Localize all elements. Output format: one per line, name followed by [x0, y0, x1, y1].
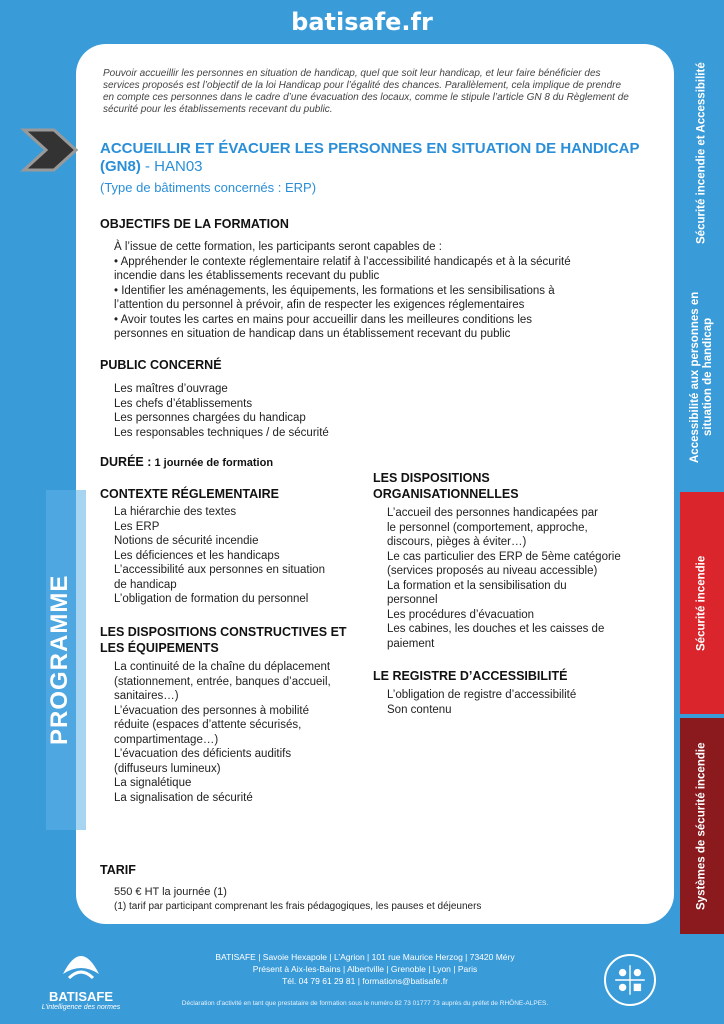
organisationnelles-item: Le cas particulier des ERP de 5ème catégorie — [387, 550, 621, 563]
tab-securite-accessibilite[interactable] — [680, 44, 724, 262]
contexte-item: Notions de sécurité incendie — [114, 535, 259, 547]
course-title — [100, 140, 640, 176]
objectifs-line: • Appréhender le contexte réglementaire relatif à l’accessibilité handicapés et à la sécurité — [114, 255, 571, 268]
footer-locations: Présent à Aix-les-Bains | Albertville | Grenoble | Lyon | Paris — [252, 964, 478, 974]
organisationnelles-item: L’accueil des personnes handicapées par — [387, 507, 598, 519]
contexte-item: de handicap — [114, 578, 177, 591]
organisationnelles-heading-line1: LES DISPOSITIONS — [373, 471, 490, 485]
organisationnelles-item: La formation et la sensibilisation du — [387, 579, 567, 592]
public-heading: PUBLIC CONCERNÉ — [100, 358, 222, 372]
duree — [100, 454, 273, 471]
registre-item: L’obligation de registre d’accessibilité — [387, 689, 577, 701]
constructives-item: La signalisation de sécurité — [114, 791, 253, 804]
course-code: - HAN03 — [140, 158, 203, 175]
contexte-item: Les ERP — [114, 520, 160, 533]
tab-label: Sécurité incendie et Accessibilité — [695, 62, 708, 244]
contexte-list — [114, 505, 364, 607]
organisationnelles-item: personnel — [387, 594, 438, 606]
objectifs-line: • Identifier les aménagements, les équipements, les formations et les sensibilisations à — [114, 284, 555, 297]
constructives-item: (diffuseurs lumineux) — [114, 762, 221, 775]
chevron-arrow-icon — [20, 128, 80, 172]
constructives-heading-line2: LES ÉQUIPEMENTS — [100, 641, 219, 655]
tarif-heading: TARIF — [100, 863, 136, 877]
logo-name: BATISAFE — [48, 989, 114, 1004]
constructives-item: compartimentage…) — [114, 733, 219, 746]
tab-securite-incendie[interactable] — [680, 492, 724, 714]
constructives-item: L’évacuation des déficients auditifs — [114, 748, 292, 760]
registre-heading: LE REGISTRE D’ACCESSIBILITÉ — [373, 669, 568, 683]
objectifs-line: l’attention du personnel à prévoir, afin de respecter les exigences réglementaires — [114, 299, 525, 311]
public-item: Les personnes chargées du handicap — [114, 412, 306, 424]
footer-declaration: Déclaration d’activité en tant que prestataire de formation sous le numéro 82 73 01777 73 auprès du préfet de RHÔNE-ALPES. — [181, 1000, 549, 1007]
public-list — [114, 382, 414, 440]
organisationnelles-item: (services proposés au niveau accessible) — [387, 565, 598, 577]
public-item: Les chefs d’établissements — [114, 397, 253, 410]
organisationnelles-heading-line2: ORGANISATIONNELLES — [373, 487, 519, 501]
objectifs-line: personnes en situation de handicap dans un établissement recevant du public — [114, 328, 511, 340]
site-title: batisafe.fr — [291, 8, 433, 36]
registre-item: Son contenu — [387, 703, 452, 716]
tarif-price: 550 € HT la journée (1) — [114, 886, 227, 898]
constructives-item: L’évacuation des personnes à mobilité — [114, 704, 309, 717]
course-title-line2: (GN8) — [100, 158, 141, 175]
public-item: Les maîtres d’ouvrage — [114, 383, 228, 395]
footer-address: BATISAFE | Savoie Hexapole | L’Agrion | 101 rue Maurice Herzog | 73420 Méry — [215, 952, 515, 962]
organisationnelles-item: discours, pièges à éviter…) — [387, 536, 527, 548]
tab-label: Systèmes de sécurité incendie — [695, 742, 708, 910]
duree-label: DURÉE : — [100, 455, 152, 469]
tarif-note: (1) tarif par participant comprenant les frais pédagogiques, les pauses et déjeuners — [114, 901, 482, 912]
course-subtitle: (Type de bâtiments concernés : ERP) — [100, 180, 317, 195]
contexte-item: L’obligation de formation du personnel — [114, 593, 309, 605]
constructives-item: sanitaires…) — [114, 690, 179, 702]
organisationnelles-item: Les cabines, les douches et les caisses de — [387, 623, 605, 635]
constructives-item: réduite (espaces d’attente sécurisés, — [114, 719, 302, 731]
duree-value: 1 journée de formation — [151, 457, 274, 469]
batisafe-logo — [36, 944, 126, 1011]
logo-tagline: L’intelligence des normes — [41, 1004, 121, 1011]
tab-accessibilite-handicap[interactable] — [680, 266, 724, 488]
programme-label: PROGRAMME — [46, 574, 73, 746]
constructives-heading-line1: LES DISPOSITIONS CONSTRUCTIVES ET — [100, 625, 347, 639]
organisationnelles-list — [387, 506, 637, 651]
batisafe-logo-icon — [59, 944, 103, 984]
contexte-item: Les déficiences et les handicaps — [114, 549, 280, 562]
objectifs-list — [114, 240, 634, 342]
organisationnelles-item: paiement — [387, 637, 435, 650]
constructives-item: La continuité de la chaîne du déplacement — [114, 661, 331, 673]
objectifs-line: À l’issue de cette formation, les participants seront capables de : — [114, 241, 442, 253]
contexte-item: La hiérarchie des textes — [114, 506, 237, 518]
constructives-list — [114, 660, 374, 805]
tab-systemes-securite[interactable] — [680, 718, 724, 934]
constructives-heading — [100, 624, 370, 656]
contexte-item: L’accessibilité aux personnes en situation — [114, 564, 325, 576]
organisationnelles-item: Les procédures d’évacuation — [387, 608, 535, 621]
public-item: Les responsables techniques / de sécurité — [114, 426, 329, 439]
contexte-heading: CONTEXTE RÉGLEMENTAIRE — [100, 487, 279, 501]
objectifs-line: • Avoir toutes les cartes en mains pour accueillir dans les meilleures conditions les — [114, 313, 533, 326]
organisationnelles-heading — [373, 470, 613, 502]
objectifs-line: incendie dans les établissements recevant du public — [114, 270, 380, 282]
footer-contact: Tél. 04 79 61 29 81 | formations@batisafe.fr — [282, 976, 448, 986]
accessibility-badge-icon — [604, 954, 656, 1006]
organisationnelles-item: le personnel (comportement, approche, — [387, 521, 588, 534]
constructives-item: La signalétique — [114, 777, 192, 789]
objectifs-heading: OBJECTIFS DE LA FORMATION — [100, 217, 289, 231]
intro-paragraph: Pouvoir accueillir les personnes en situation de handicap, quel que soit leur handicap, et leur faire bénéficier des services proposés est l’objectif de la loi Handicap pour l’égalité des chances. Parallèlement, cela implique de prendre en compte ces personnes dans le cadre d’une évacuation des locaux, comme le stipule l’article GN 8 du Règlement de sécurité pour les établissements recevant du public. — [103, 68, 629, 115]
course-title-line1: ACCUEILLIR ET ÉVACUER LES PERSONNES EN SITUATION DE HANDICAP — [100, 140, 640, 157]
constructives-item: (stationnement, entrée, banques d’accueil, — [114, 675, 331, 688]
registre-list — [387, 688, 637, 717]
tab-label: Sécurité incendie — [695, 555, 708, 651]
tab-label: Accessibilité aux personnes en situation de handicap — [689, 291, 714, 463]
